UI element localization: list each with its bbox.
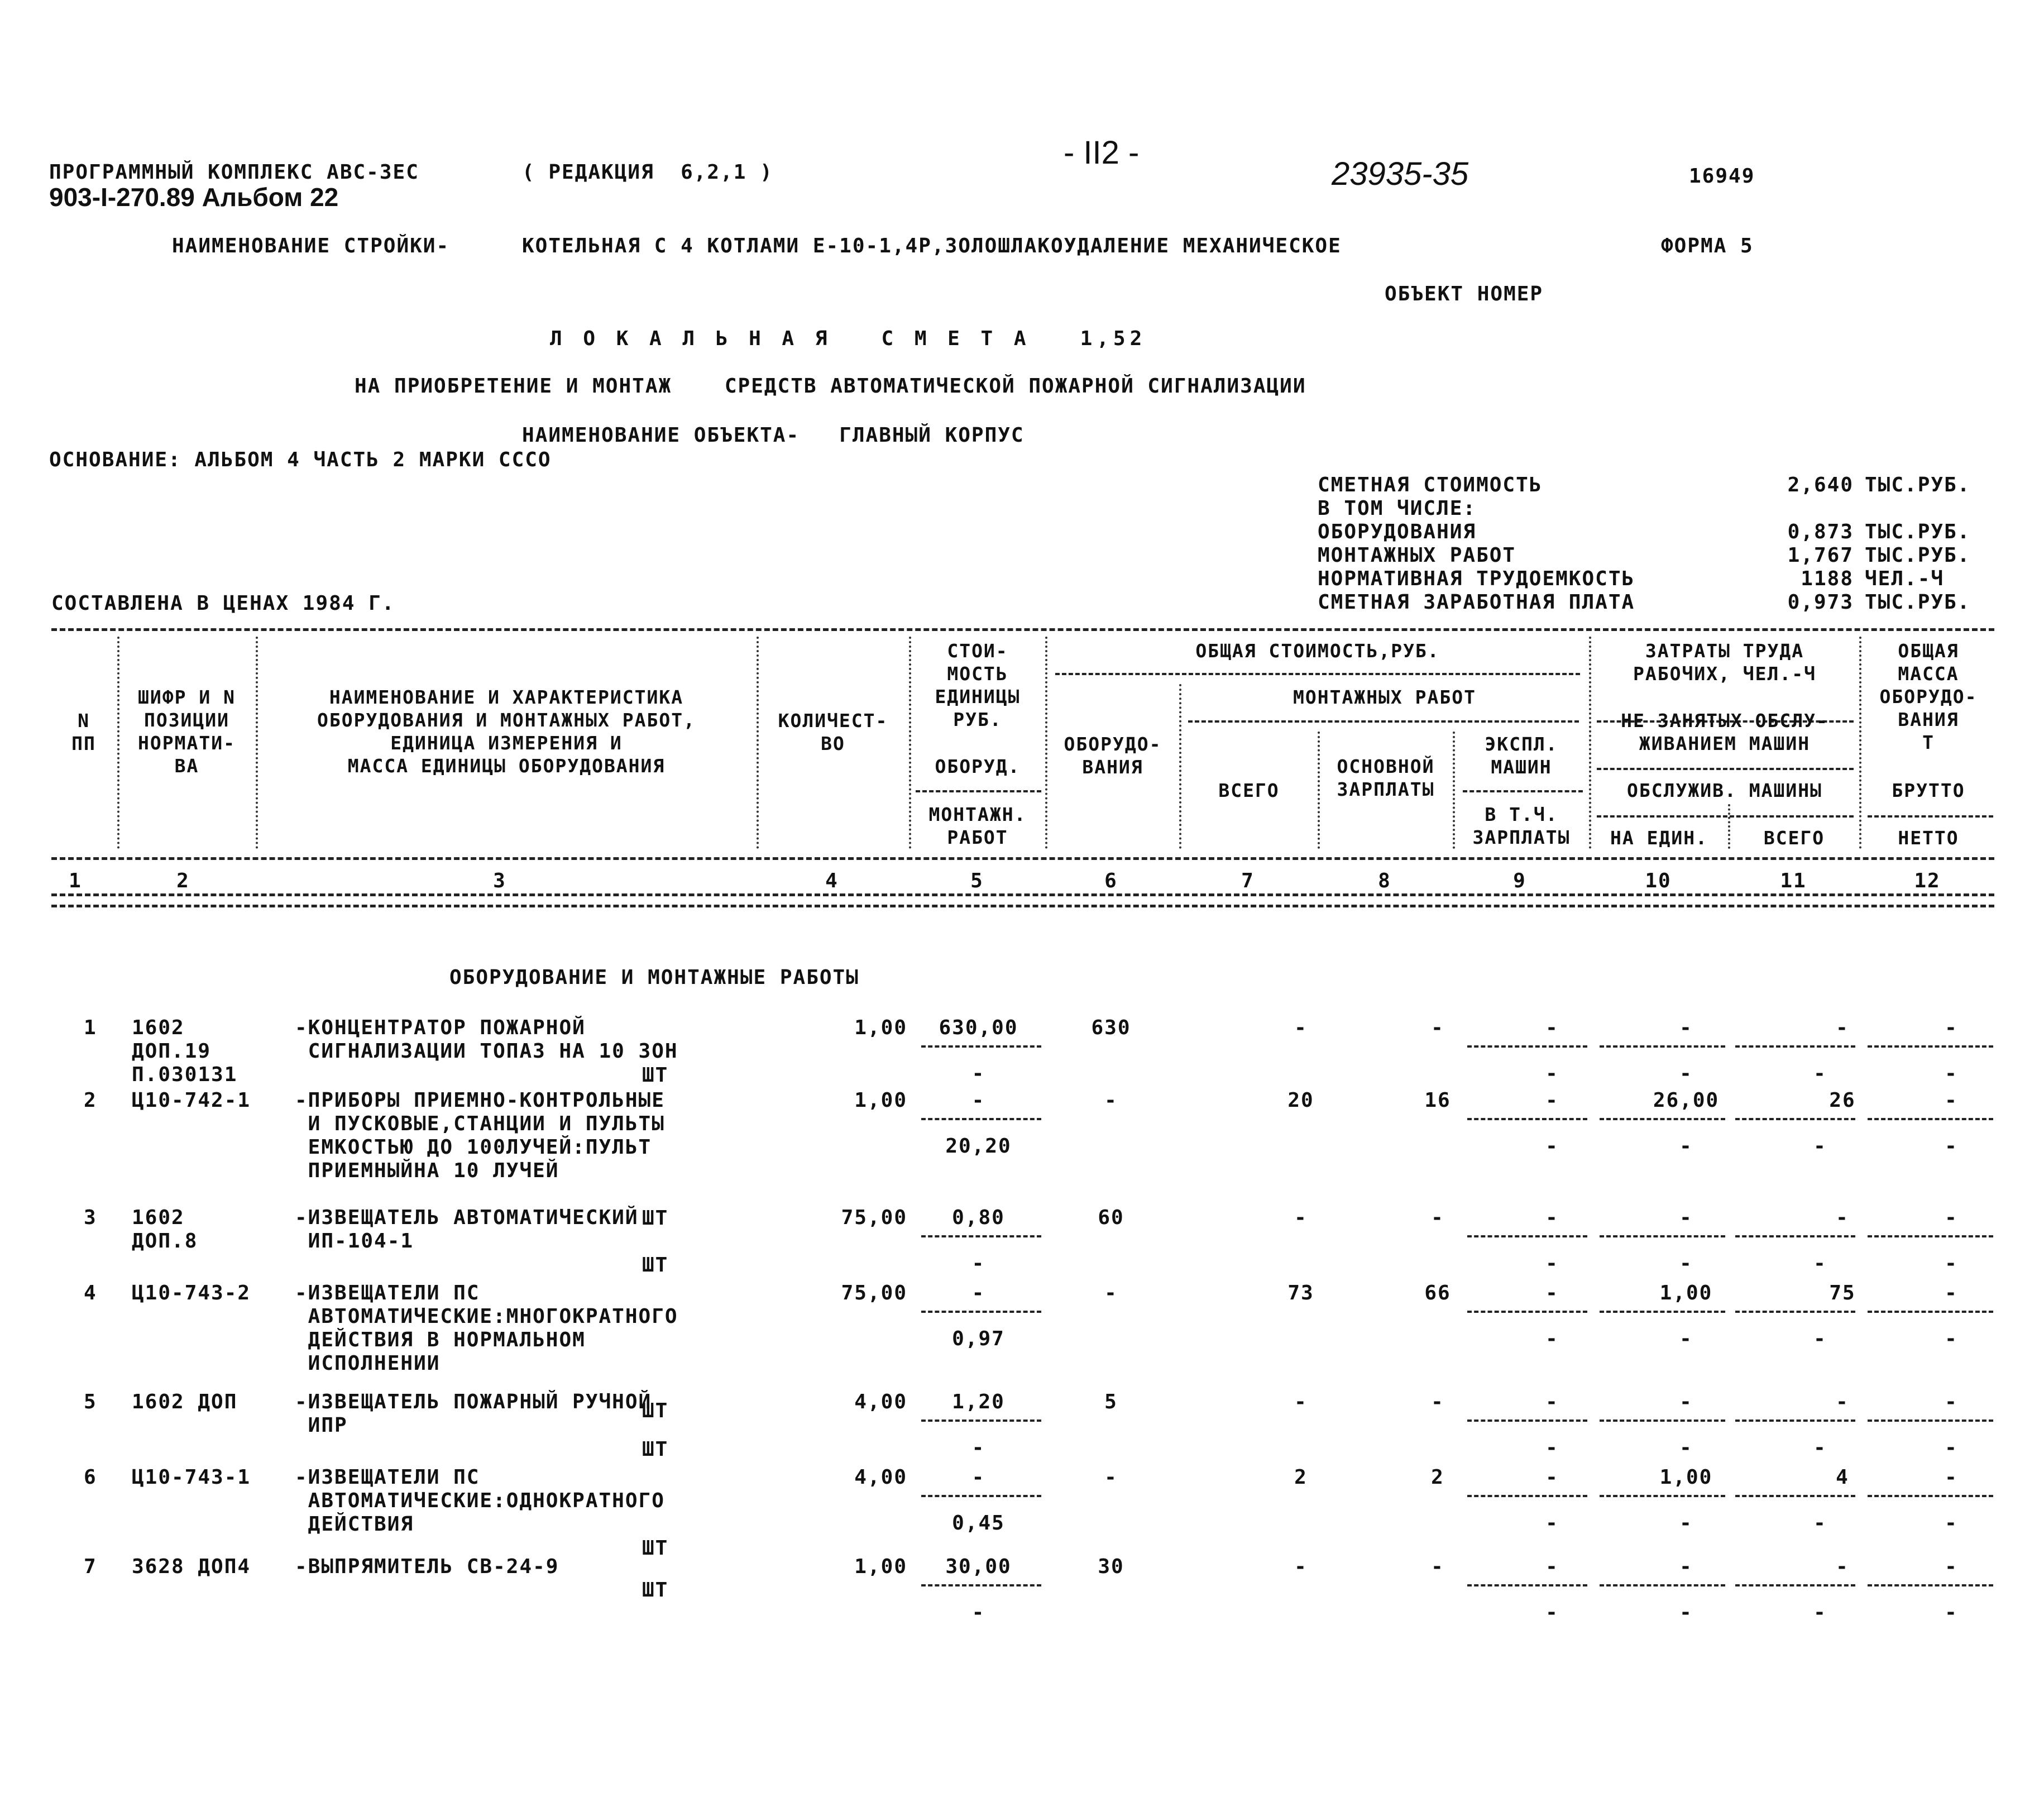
row-c11-machines: - <box>1813 1135 1827 1158</box>
row-name: -КОНЦЕНТРАТОР ПОЖАРНОЙ СИГНАЛИЗАЦИИ ТОПАЗ НА 10 ЗОН <box>295 1016 678 1063</box>
summary-value: 0,873 <box>1787 520 1854 543</box>
column-number: 10 <box>1645 869 1672 892</box>
col-8-header: ОСНОВНОЙ ЗАРПЛАТЫ <box>1337 756 1435 800</box>
row-c10: - <box>1679 1206 1693 1229</box>
row-unit: ШТ <box>642 1399 669 1422</box>
subtitle: НА ПРИОБРЕТЕНИЕ И МОНТАЖ СРЕДСТВ АВТОМАТИЧЕСКОЙ ПОЖАРНОЙ СИГНАЛИЗАЦИИ <box>355 375 1306 398</box>
row-divider <box>1600 1045 1725 1048</box>
row-divider <box>1600 1495 1725 1497</box>
row-number: 1 <box>84 1016 97 1039</box>
row-c11: - <box>1836 1555 1849 1578</box>
header-top-rule <box>51 628 1994 631</box>
row-c6: 60 <box>1098 1206 1124 1229</box>
row-number: 7 <box>84 1555 97 1578</box>
summary-value: 1188 <box>1801 567 1854 590</box>
row-divider <box>1467 1118 1587 1120</box>
row-c9a: - <box>1545 1016 1559 1039</box>
header-seg <box>916 790 1041 792</box>
row-quantity: 4,00 <box>854 1390 907 1413</box>
row-c7: 73 <box>1287 1282 1314 1304</box>
row-c11-machines: - <box>1813 1512 1827 1535</box>
row-c8: 16 <box>1424 1089 1451 1112</box>
row-c12: - <box>1945 1206 1958 1229</box>
row-c9a: - <box>1545 1466 1559 1489</box>
row-divider <box>1467 1045 1587 1048</box>
row-unit-cost-equipment: 0,80 <box>952 1206 1005 1229</box>
col-4-header: КОЛИЧЕСТ- ВО <box>778 710 888 754</box>
row-divider <box>1868 1045 1993 1048</box>
row-c8: - <box>1431 1016 1444 1039</box>
row-c11: 4 <box>1836 1466 1849 1489</box>
row-c6: 5 <box>1104 1390 1118 1413</box>
row-c9b: - <box>1545 1062 1559 1085</box>
page-title: Л О К А Л Ь Н А Я С М Е Т А 1,52 <box>550 327 1147 350</box>
header-seg <box>1463 790 1583 792</box>
row-c10: 1,00 <box>1659 1466 1713 1489</box>
row-divider <box>1868 1235 1993 1237</box>
row-divider <box>1868 1118 1993 1120</box>
col-12-net: НЕТТО <box>1898 827 1959 849</box>
row-unit-cost-installation: - <box>971 1252 985 1275</box>
summary-unit: ТЫС.РУБ. <box>1865 591 1971 614</box>
row-c12: - <box>1945 1390 1958 1413</box>
row-divider <box>1467 1311 1587 1313</box>
summary-value: 1,767 <box>1787 544 1854 567</box>
summary-label: ОБОРУДОВАНИЯ <box>1318 520 1477 543</box>
row-divider <box>921 1045 1041 1048</box>
col-12-gross: БРУТТО <box>1892 780 1965 801</box>
row-c10-machines: - <box>1679 1062 1693 1085</box>
row-unit: ШТ <box>642 1438 669 1461</box>
summary-unit: ТЫС.РУБ. <box>1865 544 1971 567</box>
row-divider <box>1600 1118 1725 1120</box>
row-c9b: - <box>1545 1252 1559 1275</box>
row-c7: 20 <box>1287 1089 1314 1112</box>
construction-label: НАИМЕНОВАНИЕ СТРОЙКИ- <box>172 235 450 257</box>
col-6-header: ОБОРУДО- ВАНИЯ <box>1064 733 1162 778</box>
row-divider <box>1600 1420 1725 1422</box>
row-c9a: - <box>1545 1555 1559 1578</box>
row-c12-net: - <box>1945 1135 1958 1158</box>
row-unit-cost-installation: - <box>971 1601 985 1624</box>
summary-label: СМЕТНАЯ ЗАРАБОТНАЯ ПЛАТА <box>1318 591 1635 614</box>
program-label: ПРОГРАММНЫЙ КОМПЛЕКС АВС-3ЕС <box>49 161 419 184</box>
row-unit-cost-equipment: 1,20 <box>952 1390 1005 1413</box>
row-code: 1602 ДОП.8 <box>132 1206 198 1253</box>
col-1-header: N ПП <box>71 710 96 754</box>
row-c8: 2 <box>1431 1466 1444 1489</box>
col-2-header: ШИФР И N ПОЗИЦИИ НОРМАТИ- ВА <box>138 686 236 777</box>
row-c12: - <box>1945 1466 1958 1489</box>
row-name: -ИЗВЕЩАТЕЛЬ ПОЖАРНЫЙ РУЧНОЙ ИПР <box>295 1390 652 1437</box>
row-divider <box>921 1584 1041 1586</box>
row-c11-machines: - <box>1813 1601 1827 1624</box>
row-divider <box>1868 1420 1993 1422</box>
summary-label: МОНТАЖНЫХ РАБОТ <box>1318 544 1516 567</box>
col-9-header: ЭКСПЛ. МАШИН <box>1485 733 1558 778</box>
column-number: 3 <box>493 869 506 892</box>
labor-machines-header: ОБСЛУЖИВ. МАШИНЫ <box>1627 780 1822 801</box>
row-code: Ц10-742-1 <box>132 1089 251 1112</box>
row-unit: ШТ <box>642 1579 669 1602</box>
row-divider <box>1735 1045 1855 1048</box>
row-divider <box>921 1235 1041 1237</box>
column-number: 9 <box>1513 869 1526 892</box>
column-number: 5 <box>970 869 984 892</box>
row-c9b: - <box>1545 1436 1559 1459</box>
row-unit-cost-installation: 0,97 <box>952 1327 1005 1350</box>
row-c8: - <box>1431 1555 1444 1578</box>
row-unit: ШТ <box>642 1064 669 1087</box>
row-c7: 2 <box>1294 1466 1308 1489</box>
row-divider <box>1868 1584 1993 1586</box>
row-divider <box>1600 1311 1725 1313</box>
total-cost-header: ОБЩАЯ СТОИМОСТЬ,РУБ. <box>1195 640 1440 662</box>
column-number: 1 <box>69 869 82 892</box>
row-c6: - <box>1104 1282 1118 1304</box>
summary-value: 0,973 <box>1787 591 1854 614</box>
object-number: ОБЪЕКТ НОМЕР <box>1385 283 1544 305</box>
col-7-header: ВСЕГО <box>1218 780 1280 801</box>
row-c8: - <box>1431 1206 1444 1229</box>
prices-basis: СОСТАВЛЕНА В ЦЕНАХ 1984 Г. <box>51 592 395 615</box>
row-c9b: - <box>1545 1135 1559 1158</box>
row-c10: - <box>1679 1390 1693 1413</box>
col-3-header: НАИМЕНОВАНИЕ И ХАРАКТЕРИСТИКА ОБОРУДОВАНИЯ И МОНТАЖНЫХ РАБОТ, ЕДИНИЦА ИЗМЕРЕНИЯ И МАССА ЕДИНИЦЫ ОБОРУДОВАНИЯ <box>317 686 696 777</box>
row-divider <box>1600 1235 1725 1237</box>
row-number: 2 <box>84 1089 97 1112</box>
row-quantity: 1,00 <box>854 1555 907 1578</box>
row-divider <box>1467 1235 1587 1237</box>
row-c9b: - <box>1545 1327 1559 1350</box>
row-code: Ц10-743-2 <box>132 1282 251 1304</box>
row-c12-net: - <box>1945 1436 1958 1459</box>
row-unit-cost-installation: 20,20 <box>945 1135 1012 1158</box>
row-divider <box>921 1311 1041 1313</box>
row-unit-cost-equipment: - <box>971 1282 985 1304</box>
row-number: 3 <box>84 1206 97 1229</box>
row-c12: - <box>1945 1555 1958 1578</box>
handwritten-code: 23935-35 <box>1332 156 1469 192</box>
mass-header: ОБЩАЯ МАССА ОБОРУДО- ВАНИЯ Т <box>1879 640 1978 753</box>
col-5-header: СТОИ- МОСТЬ ЕДИНИЦЫ РУБ. <box>935 640 1021 730</box>
row-unit-cost-equipment: - <box>971 1466 985 1489</box>
row-c12: - <box>1945 1282 1958 1304</box>
summary-label: В ТОМ ЧИСЛЕ: <box>1318 497 1477 520</box>
row-c7: - <box>1294 1555 1308 1578</box>
row-quantity: 4,00 <box>854 1466 907 1489</box>
row-c12: - <box>1945 1016 1958 1039</box>
row-c9a: - <box>1545 1282 1559 1304</box>
row-divider <box>1600 1584 1725 1586</box>
row-c11: 75 <box>1829 1282 1856 1304</box>
row-c11: - <box>1836 1016 1849 1039</box>
construction-name: КОТЕЛЬНАЯ С 4 КОТЛАМИ Е-10-1,4Р,ЗОЛОШЛАКОУДАЛЕНИЕ МЕХАНИЧЕСКОЕ <box>522 235 1342 257</box>
labor-sub-header: НЕ ЗАНЯТЫХ ОБСЛУ- ЖИВАНИЕМ МАШИН <box>1621 710 1828 754</box>
summary-unit: ЧЕЛ.-Ч <box>1865 567 1945 590</box>
row-c11-machines: - <box>1813 1436 1827 1459</box>
row-c11-machines: - <box>1813 1062 1827 1085</box>
row-c12-net: - <box>1945 1327 1958 1350</box>
row-c10: 1,00 <box>1659 1282 1713 1304</box>
row-c12-net: - <box>1945 1062 1958 1085</box>
row-c6: 630 <box>1091 1016 1131 1039</box>
row-c12-net: - <box>1945 1601 1958 1624</box>
edition-label: ( РЕДАКЦИЯ 6,2,1 ) <box>522 161 773 184</box>
numbers-double-rule <box>51 905 1994 907</box>
row-name: -ИЗВЕЩАТЕЛИ ПС АВТОМАТИЧЕСКИЕ:МНОГОКРАТНОГО ДЕЙСТВИЯ В НОРМАЛЬНОМ ИСПОЛНЕНИИ <box>295 1282 678 1375</box>
column-number: 8 <box>1378 869 1391 892</box>
row-c7: - <box>1294 1016 1308 1039</box>
row-c11: - <box>1836 1390 1849 1413</box>
row-unit-cost-installation: - <box>971 1062 985 1085</box>
header-seg <box>1055 673 1580 675</box>
column-number: 11 <box>1780 869 1807 892</box>
column-number: 4 <box>825 869 839 892</box>
row-c11-machines: - <box>1813 1252 1827 1275</box>
row-name: -ИЗВЕЩАТЕЛЬ АВТОМАТИЧЕСКИЙ ИП-104-1 <box>295 1206 639 1253</box>
row-unit: ШТ <box>642 1207 669 1230</box>
header-seg <box>1188 720 1579 723</box>
numbers-bottom-rule <box>51 893 1994 896</box>
summary-label: НОРМАТИВНАЯ ТРУДОЕМКОСТЬ <box>1318 567 1635 590</box>
summary-unit: ТЫС.РУБ. <box>1865 520 1971 543</box>
row-divider <box>1868 1311 1993 1313</box>
row-divider <box>1735 1584 1855 1586</box>
row-c10: - <box>1679 1555 1693 1578</box>
row-name: -ВЫПРЯМИТЕЛЬ СВ-24-9 <box>295 1555 559 1578</box>
header-seg <box>1597 815 1854 818</box>
column-number: 2 <box>176 869 190 892</box>
labor-header: ЗАТРАТЫ ТРУДА РАБОЧИХ, ЧЕЛ.-Ч <box>1633 640 1816 685</box>
album-label: 903-I-270.89 Альбом 22 <box>49 183 339 212</box>
row-c12-net: - <box>1945 1512 1958 1535</box>
row-c11-machines: - <box>1813 1327 1827 1350</box>
row-c8: 66 <box>1424 1282 1451 1304</box>
row-name: -ПРИБОРЫ ПРИЕМНО-КОНТРОЛЬНЫЕ И ПУСКОВЫЕ,СТАНЦИИ И ПУЛЬТЫ ЕМКОСТЬЮ ДО 100ЛУЧЕЙ:ПУЛЬТ ПРИЕМНЫЙНА 10 ЛУЧЕЙ <box>295 1089 665 1182</box>
row-c11: 26 <box>1829 1089 1856 1112</box>
row-code: 1602 ДОП.19 П.030131 <box>132 1016 238 1086</box>
row-c10: - <box>1679 1016 1693 1039</box>
row-c10-machines: - <box>1679 1135 1693 1158</box>
col-sep <box>1179 684 1181 849</box>
row-c12: - <box>1945 1089 1958 1112</box>
row-divider <box>921 1118 1041 1120</box>
row-c6: - <box>1104 1089 1118 1112</box>
row-c10-machines: - <box>1679 1512 1693 1535</box>
row-divider <box>921 1495 1041 1497</box>
row-c10-machines: - <box>1679 1601 1693 1624</box>
doc-code: 16949 <box>1689 165 1755 188</box>
row-unit-cost-installation: - <box>971 1436 985 1459</box>
column-number: 7 <box>1241 869 1255 892</box>
row-unit: ШТ <box>642 1537 669 1560</box>
row-c8: - <box>1431 1390 1444 1413</box>
row-name: -ИЗВЕЩАТЕЛИ ПС АВТОМАТИЧЕСКИЕ:ОДНОКРАТНОГО ДЕЙСТВИЯ <box>295 1466 665 1536</box>
row-quantity: 1,00 <box>854 1089 907 1112</box>
row-divider <box>1868 1495 1993 1497</box>
column-number: 12 <box>1914 869 1941 892</box>
row-c10: 26,00 <box>1653 1089 1720 1112</box>
object-name: НАИМЕНОВАНИЕ ОБЪЕКТА- ГЛАВНЫЙ КОРПУС <box>522 424 1025 447</box>
row-code: 3628 ДОП4 <box>132 1555 251 1578</box>
row-c11: - <box>1836 1206 1849 1229</box>
row-c9a: - <box>1545 1206 1559 1229</box>
row-divider <box>1735 1235 1855 1237</box>
col-10-header: НА ЕДИН. <box>1610 827 1708 849</box>
row-c9b: - <box>1545 1512 1559 1535</box>
summary-value: 2,640 <box>1787 474 1854 496</box>
header-seg <box>1597 768 1854 770</box>
row-code: 1602 ДОП <box>132 1390 238 1413</box>
row-c6: - <box>1104 1466 1118 1489</box>
row-unit-cost-equipment: 630,00 <box>939 1016 1018 1039</box>
row-c9a: - <box>1545 1390 1559 1413</box>
header-bottom-rule <box>51 857 1994 860</box>
row-number: 5 <box>84 1390 97 1413</box>
row-c7: - <box>1294 1390 1308 1413</box>
form-label: ФОРМА 5 <box>1661 235 1754 257</box>
row-divider <box>1467 1420 1587 1422</box>
summary-label: СМЕТНАЯ СТОИМОСТЬ <box>1318 474 1543 496</box>
row-quantity: 75,00 <box>841 1206 907 1229</box>
col-5-equipment: ОБОРУД. <box>935 756 1021 777</box>
row-c9a: - <box>1545 1089 1559 1112</box>
row-c6: 30 <box>1098 1555 1124 1578</box>
row-unit-cost-installation: 0,45 <box>952 1512 1005 1535</box>
row-c7: - <box>1294 1206 1308 1229</box>
install-works-header: МОНТАЖНЫХ РАБОТ <box>1293 686 1476 708</box>
row-unit-cost-equipment: 30,00 <box>945 1555 1012 1578</box>
row-code: Ц10-743-1 <box>132 1466 251 1489</box>
row-number: 4 <box>84 1282 97 1304</box>
row-divider <box>1467 1495 1587 1497</box>
row-quantity: 75,00 <box>841 1282 907 1304</box>
row-divider <box>1467 1584 1587 1586</box>
row-quantity: 1,00 <box>854 1016 907 1039</box>
page-number: - II2 - <box>1064 135 1140 171</box>
col-9-wages: В Т.Ч. ЗАРПЛАТЫ <box>1472 804 1571 848</box>
row-divider <box>921 1420 1041 1422</box>
col-11-header: ВСЕГО <box>1763 827 1825 849</box>
row-unit: ШТ <box>642 1254 669 1277</box>
row-divider <box>1735 1495 1855 1497</box>
row-c12-net: - <box>1945 1252 1958 1275</box>
column-number: 6 <box>1104 869 1118 892</box>
row-divider <box>1735 1420 1855 1422</box>
row-unit-cost-equipment: - <box>971 1089 985 1112</box>
row-divider <box>1735 1118 1855 1120</box>
basis: ОСНОВАНИЕ: АЛЬБОМ 4 ЧАСТЬ 2 МАРКИ СССО <box>49 448 552 471</box>
header-seg <box>1868 815 1993 818</box>
row-c10-machines: - <box>1679 1327 1693 1350</box>
row-divider <box>1735 1311 1855 1313</box>
row-c10-machines: - <box>1679 1252 1693 1275</box>
summary-unit: ТЫС.РУБ. <box>1865 474 1971 496</box>
row-number: 6 <box>84 1466 97 1489</box>
col-5-installation: МОНТАЖН. РАБОТ <box>928 804 1027 848</box>
section-title: ОБОРУДОВАНИЕ И МОНТАЖНЫЕ РАБОТЫ <box>449 966 859 989</box>
row-c9b: - <box>1545 1601 1559 1624</box>
row-c10-machines: - <box>1679 1436 1693 1459</box>
